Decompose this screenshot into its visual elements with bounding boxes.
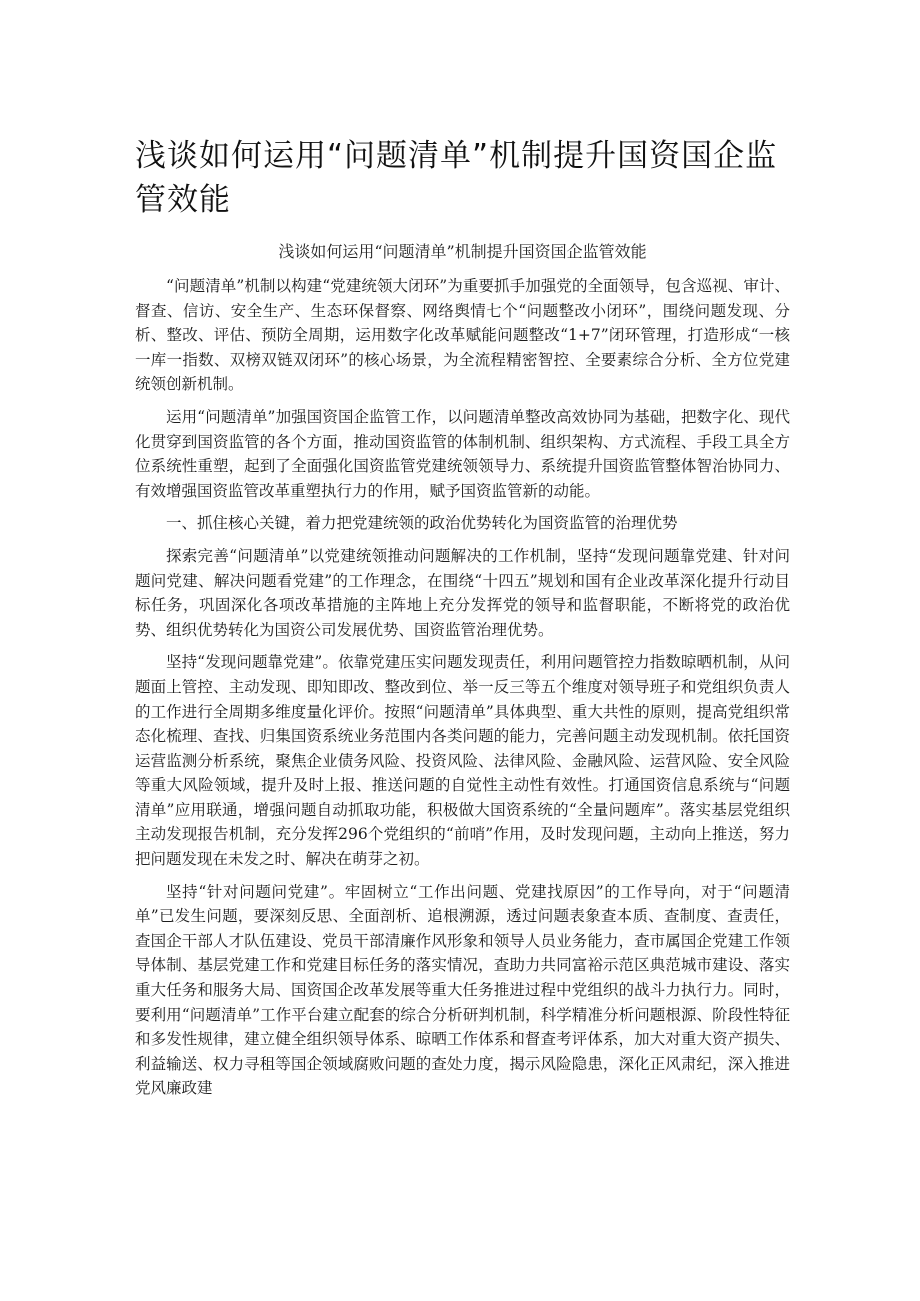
paragraph-target-problems: 坚持“针对问题问党建”。牢固树立“工作出问题、党建找原因”的工作导向，对于“问题清单”已发生问题，要深刻反思、全面剖析、追根溯源，透过问题表象查本质、查制度、查责任，查国企干部人才队伍建设、党员干部清廉作风形象和领导人员业务能力，查市属国企党建工作领导体制、基层党建工作和党建目标任务的落实情况，查助力共同富裕示范区典范城市建设、落实重大任务和服务大局、国资国企改革发展等重大任务推进过程中党组织的战斗力执行力。同时，要利用“问题清单”工作平台建立配套的综合分析研判机制，科学精准分析问题根源、阶段性特征和多发性规律，建立健全组织领导体系、晾晒工作体系和督查考评体系，加大对重大资产损失、利益输送、权力寻租等国企领域腐败问题的查处力度，揭示风险隐患，深化正风肃纪，深入推进党风廉政建 [135,882,790,1098]
paragraph-section-1-intro: 探索完善“问题清单”以党建统领推动问题解决的工作机制，坚持“发现问题靠党建、针对问题问党建、解决问题看党建”的工作理念，在围绕“十四五”规划和国有企业改革深化提升行动目标任务，巩固深化各项改革措施的主阵地上充分发挥党的领导和监督职能，不断将党的政治优势、组织优势转化为国资公司发展优势、国资监管治理优势。 [135,546,790,639]
paragraph-intro: “问题清单”机制以构建“党建统领大闭环”为重要抓手加强党的全面领导，包含巡视、审计、督查、信访、安全生产、生态环保督察、网络舆情七个“问题整改小闭环”，围绕问题发现、分析、整改、评估、预防全周期，运用数字化改革赋能问题整改“1+7”闭环管理，打造形成“一核一库一指数、双榜双链双闭环”的核心场景，为全流程精密智控、全要素综合分析、全方位党建统领创新机制。 [135,277,790,394]
document-body [135,240,790,1109]
paragraph-overview: 运用“问题清单”加强国资国企监管工作，以问题清单整改高效协同为基础，把数字化、现代化贯穿到国资监管的各个方面，推动国资监管的体制机制、组织架构、方式流程、手段工具全方位系统性重塑，起到了全面强化国资监管党建统领领导力、系统提升国资监管整体智治协同力、有效增强国资监管改革重塑执行力的作用，赋予国资监管新的动能。 [135,407,790,500]
document-subtitle: 浅谈如何运用“问题清单”机制提升国资国企监管效能 [278,242,647,261]
section-heading-1: 一、抓住核心关键，着力把党建统领的政治优势转化为国资监管的治理优势 [166,514,678,533]
paragraph-discover-problems: 坚持“发现问题靠党建”。依靠党建压实问题发现责任，利用问题管控力指数晾晒机制，从问题面上管控、主动发现、即知即改、整改到位、举一反三等五个维度对领导班子和党组织负责人的工作进行全周期多维度量化评价。按照“问题清单”具体典型、重大共性的原则，提高党组织常态化梳理、查找、归集国资系统业务范围内各类问题的能力，完善问题主动发现机制。依托国资运营监测分析系统，聚焦企业债务风险、投资风险、法律风险、金融风险、运营风险、安全风险等重大风险领域，提升及时上报、推送问题的自觉性主动性有效性。打通国资信息系统与“问题清单”应用联通，增强问题自动抓取功能，积极做大国资系统的“全量问题库”。落实基层党组织主动发现报告机制，充分发挥296个党组织的“前哨”作用，及时发现问题，主动向上推送，努力把问题发现在未发之时、解决在萌芽之初。 [135,653,790,869]
document-title: 浅谈如何运用“问题清单”机制提升国资国企监管效能 [135,138,778,218]
